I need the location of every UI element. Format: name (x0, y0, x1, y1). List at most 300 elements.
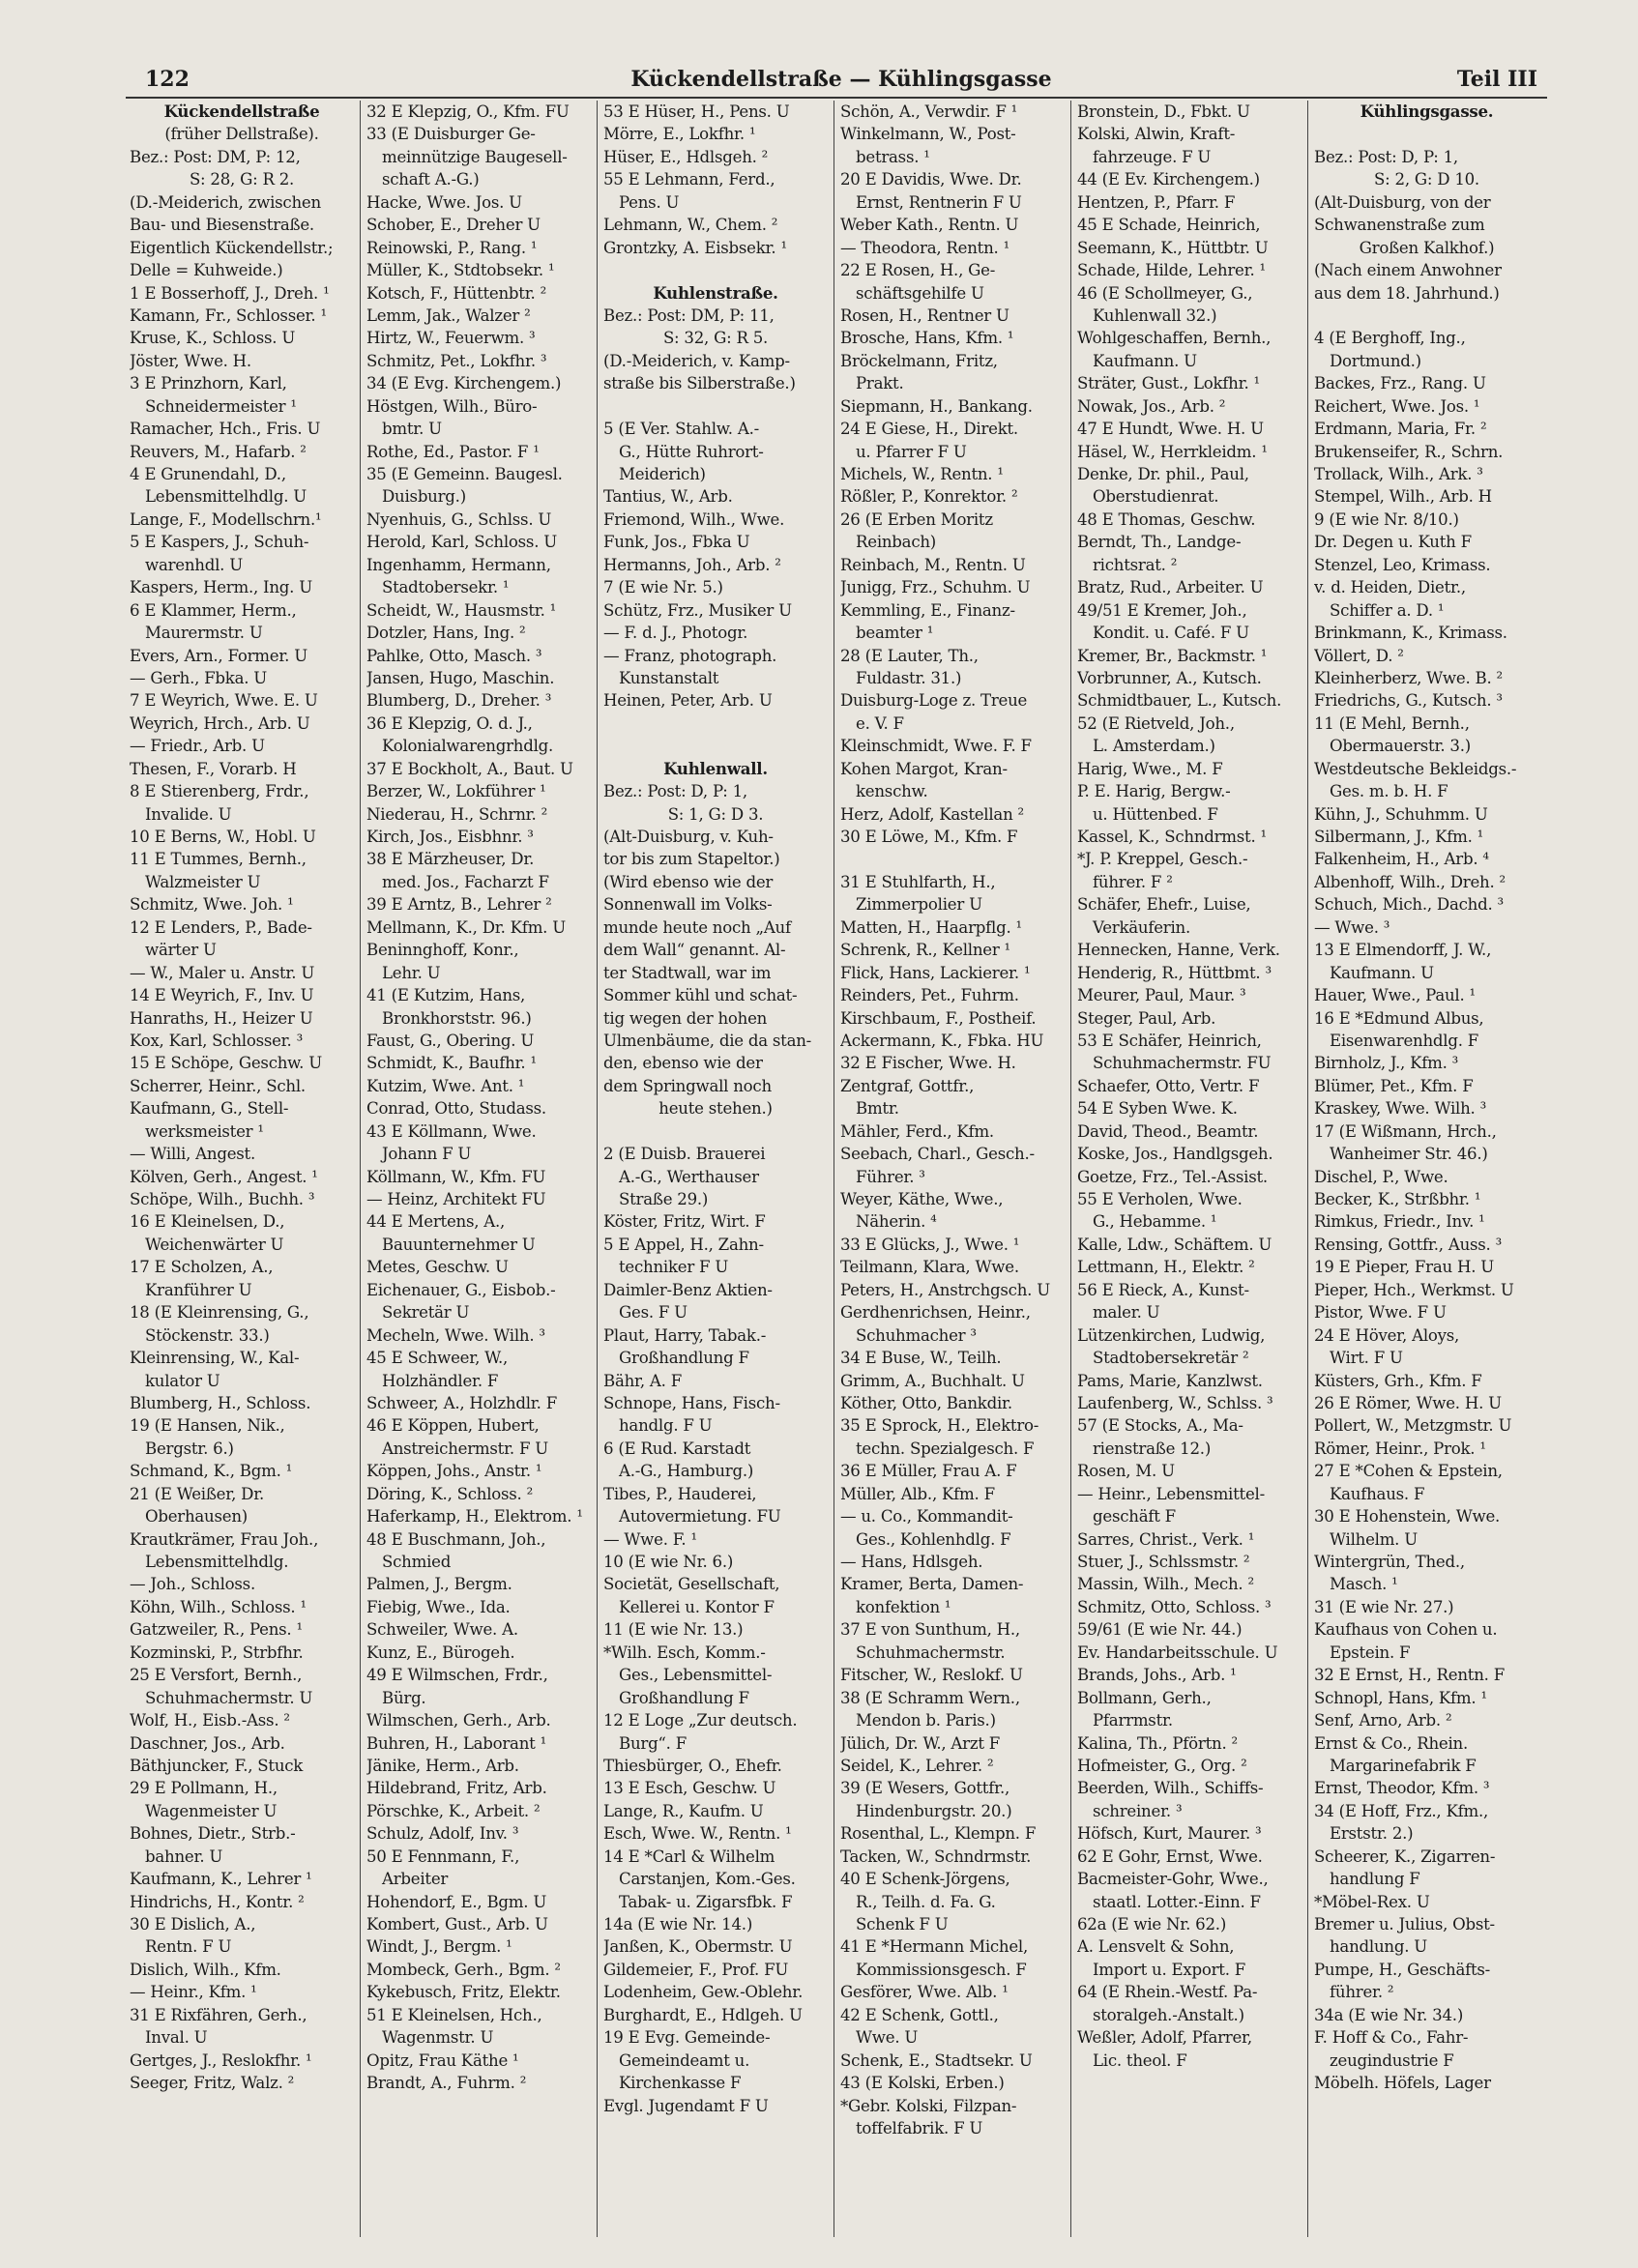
directory-entry-line: Kolski, Alwin, Kraft- (1077, 125, 1236, 144)
directory-entry-line: Weber Kath., Rentn. U (840, 216, 1019, 235)
directory-entry-line: Denke, Dr. phil., Paul, (1077, 465, 1249, 483)
directory-entry-line: Tabak- u. Zigarsfbk. F (619, 1892, 793, 1911)
directory-entry-line: Inval. U (145, 2028, 208, 2048)
directory-entry-line: warenhdl. U (145, 555, 243, 574)
directory-entry-line: Römer, Heinr., Prok. ¹ (1314, 1439, 1486, 1458)
directory-entry-line: 13 E Elmendorff, J. W., (1314, 941, 1492, 960)
directory-entry-line: S: 1, G: D 3. (667, 804, 764, 824)
directory-entry-line: S: 32, G: R 5. (662, 329, 769, 348)
directory-entry-line: Plaut, Harry, Tabak.- (603, 1325, 767, 1345)
directory-entry-line: Reinders, Pet., Fuhrm. (840, 986, 1019, 1005)
directory-entry-line: (D.-Meiderich, v. Kamp- (603, 351, 790, 370)
directory-entry-line: 36 E Müller, Frau A. F (840, 1462, 1017, 1481)
directory-entry-line: kenschw. (856, 782, 928, 801)
directory-entry-line: Rensing, Gottfr., Auss. ³ (1314, 1235, 1502, 1254)
directory-entry-line: Kox, Karl, Schlosser. ³ (130, 1031, 303, 1050)
directory-entry-line: Brosche, Hans, Kfm. ¹ (840, 329, 1014, 348)
directory-entry-line: Rentn. F U (145, 1937, 232, 1957)
directory-entry-line: Kirchenkasse F (619, 2074, 742, 2093)
directory-entry-line: Fuldastr. 31.) (856, 668, 962, 687)
directory-entry-line: 28 (E Lauter, Th., (840, 646, 979, 665)
directory-entry-line: 64 (E Rhein.-Westf. Pa- (1077, 1983, 1258, 2002)
directory-entry-line: Kühn, J., Schuhmm. U (1314, 804, 1488, 824)
directory-entry-line: — F. d. J., Photogr. (603, 624, 748, 643)
directory-entry-line: 41 E *Hermann Michel, (840, 1937, 1029, 1957)
directory-entry-line: ter Stadtwall, war im (603, 963, 772, 982)
directory-entry-line: 53 E Schäfer, Heinrich, (1077, 1031, 1262, 1050)
directory-entry-line: 49 E Wilmschen, Frdr., (366, 1666, 548, 1685)
directory-entry-line: Schrenk, R., Kellner ¹ (840, 941, 1010, 960)
directory-entry-line: Bez.: Post: D, P: 1, (603, 782, 747, 801)
directory-entry-line: Teilmann, Klara, Wwe. (840, 1258, 1019, 1277)
directory-entry-line: Pfarrmstr. (1093, 1711, 1173, 1730)
directory-entry-line: *Gebr. Kolski, Filzpan- (840, 2096, 1017, 2115)
directory-entry-line: Beerden, Wilh., Schiffs- (1077, 1779, 1264, 1798)
directory-entry-line: 31 E Rixfähren, Gerh., (130, 2005, 307, 2024)
directory-entry-line: Schnope, Hans, Fisch- (603, 1393, 780, 1412)
directory-entry-line: 53 E Hüser, H., Pens. U (603, 102, 790, 121)
directory-entry-line: Grimm, A., Buchhalt. U (840, 1371, 1025, 1390)
directory-entry-line: 31 (E wie Nr. 27.) (1314, 1597, 1454, 1616)
directory-entry-line: Harig, Wwe., M. F (1077, 759, 1223, 778)
directory-entry-line: 8 E Stierenberg, Frdr., (130, 782, 309, 801)
directory-entry-line: Westdeutsche Bekleidgs.- (1314, 759, 1517, 778)
directory-entry-line: Kemmling, E., Finanz- (840, 600, 1015, 620)
directory-entry-line: Flick, Hans, Lackierer. ¹ (840, 963, 1031, 982)
directory-entry-line: Köllmann, W., Kfm. FU (366, 1167, 546, 1186)
directory-entry-line: Sekretär U (382, 1303, 470, 1323)
directory-entry-line: Ges. m. b. H. F (1330, 782, 1448, 801)
directory-entry-line: — Gerh., Fbka. U (130, 668, 268, 687)
directory-entry-line: Ges. F U (619, 1303, 687, 1323)
directory-entry-line: 57 (E Stocks, A., Ma- (1077, 1416, 1243, 1436)
directory-entry-line: Kotsch, F., Hüttenbtr. ² (366, 283, 547, 303)
directory-entry-line: 37 E von Sunthum, H., (840, 1620, 1020, 1640)
directory-entry-line (603, 712, 828, 735)
directory-entry-line: Friedrichs, G., Kutsch. ³ (1314, 691, 1503, 711)
directory-entry-line: 52 (E Rietveld, Joh., (1077, 713, 1235, 733)
directory-entry-line: Ges., Kohlenhdlg. F (856, 1529, 1011, 1549)
directory-entry-line: Kremer, Br., Backmstr. ¹ (1077, 646, 1268, 665)
street-heading: Kuhlenstraße. (653, 282, 778, 303)
directory-entry-line: Bmtr. (856, 1099, 899, 1119)
directory-entry-line: Kommissionsgesch. F (856, 1960, 1027, 1979)
directory-entry-line: u. Hüttenbed. F (1093, 804, 1218, 824)
directory-entry-line: Hofmeister, G., Org. ² (1077, 1756, 1247, 1775)
directory-entry-line: G., Hebamme. ¹ (1093, 1212, 1217, 1232)
directory-entry-line: Pistor, Wwe. F U (1314, 1303, 1447, 1323)
directory-entry-line: kulator U (145, 1371, 220, 1390)
directory-entry-line: (Wird ebenso wie der (603, 872, 774, 891)
directory-entry-line: 3 E Prinzhorn, Karl, (130, 374, 287, 393)
directory-entry-line: Wwe. U (856, 2028, 919, 2048)
directory-entry-line: 4 E Grunendahl, D., (130, 465, 286, 483)
directory-entry-line: Kaufmann, K., Lehrer ¹ (130, 1870, 312, 1889)
directory-entry-line: 10 (E wie Nr. 6.) (603, 1553, 734, 1571)
directory-entry-line: 48 E Buschmann, Joh., (366, 1529, 546, 1549)
directory-entry-line: Silbermann, J., Kfm. ¹ (1314, 828, 1484, 846)
directory-entry-line: Evgl. Jugendamt F U (603, 2096, 769, 2115)
directory-entry-line: Trollack, Wilh., Ark. ³ (1314, 465, 1483, 483)
directory-entry-line: Jansen, Hugo, Maschin. (366, 668, 555, 687)
street-heading: Kuhlenwall. (663, 758, 768, 778)
directory-entry-line: Kleinschmidt, Wwe. F. F (840, 737, 1032, 756)
directory-entry-line: Reinowski, P., Rang. ¹ (366, 238, 538, 257)
directory-entry-line: Heinen, Peter, Arb. U (603, 691, 773, 711)
page-number: 122 (145, 67, 190, 92)
directory-entry-line: Mombeck, Gerh., Bgm. ² (366, 1960, 561, 1979)
directory-entry-line: 30 E Hohenstein, Wwe. (1314, 1507, 1501, 1527)
directory-entry-line: Buhren, H., Laborant ¹ (366, 1733, 546, 1753)
directory-entry-line: Johann F U (382, 1145, 472, 1164)
directory-entry-line: Wohlgeschaffen, Bernh., (1077, 329, 1272, 348)
directory-entry-line: 33 (E Duisburger Ge- (366, 125, 536, 144)
directory-entry-line: 21 (E Weißer, Dr. (130, 1484, 265, 1503)
directory-entry-line: Michels, W., Rentn. ¹ (840, 465, 1004, 483)
directory-entry-line: 5 (E Ver. Stahlw. A.- (603, 420, 759, 439)
directory-entry-line: tor bis zum Stapeltor.) (603, 850, 780, 869)
directory-entry-line: Peters, H., Anstrchgsch. U (840, 1280, 1050, 1299)
directory-entry-line: Bremer u. Julius, Obst- (1314, 1915, 1495, 1934)
directory-entry-line: Oberstudienrat. (1093, 487, 1219, 507)
directory-entry-line: Bronkhorststr. 96.) (382, 1008, 532, 1028)
directory-entry-line: richtsrat. ² (1093, 555, 1178, 574)
directory-entry-line: Köther, Otto, Bankdir. (840, 1393, 1012, 1412)
directory-entry-line: Schütz, Frz., Musiker U (603, 600, 792, 620)
directory-entry-line: Eigentlich Kückendellstr.; (130, 238, 334, 257)
directory-entry-line: Bauunternehmer U (382, 1235, 536, 1254)
directory-entry-line: Societät, Gesellschaft, (603, 1575, 780, 1594)
directory-entry-line: 48 E Thomas, Geschw. (1077, 509, 1256, 529)
directory-entry-line: 34 (E Evg. Kirchengem.) (366, 374, 562, 393)
directory-entry-line: (Nach einem Anwohner (1314, 261, 1502, 280)
directory-entry-line: staatl. Lotter.-Einn. F (1093, 1892, 1261, 1911)
directory-entry-line: Funk, Jos., Fbka U (603, 533, 750, 552)
directory-entry-line: Wirt. F U (1330, 1349, 1403, 1368)
directory-entry-line: Gertges, J., Reslokfhr. ¹ (130, 2050, 312, 2070)
directory-entry-line: Weichenwärter U (145, 1235, 284, 1254)
directory-entry-line: Kondit. u. Café. F U (1093, 624, 1249, 643)
directory-entry-line: Kaufhaus. F (1330, 1484, 1425, 1503)
directory-entry-line: S: 28, G: R 2. (189, 170, 295, 189)
directory-entry-line: 31 E Stuhlfarth, H., (840, 872, 996, 891)
directory-entry-line: Kruse, K., Schloss. U (130, 329, 296, 348)
directory-entry-line: 46 E Köppen, Hubert, (366, 1416, 540, 1436)
directory-entry-line: 24 E Giese, H., Direkt. (840, 420, 1018, 439)
directory-entry-line: Obermauerstr. 3.) (1330, 737, 1471, 756)
directory-entry-line: Bez.: Post: D, P: 1, (1314, 147, 1458, 166)
directory-entry-line: Arbeiter (382, 1870, 449, 1889)
directory-entry-line: — Wwe. F. ¹ (603, 1529, 697, 1549)
directory-entry-line: 59/61 (E wie Nr. 44.) (1077, 1620, 1243, 1640)
directory-entry-line: Köhn, Wilh., Schloss. ¹ (130, 1597, 307, 1616)
directory-entry-line: 19 (E Hansen, Nik., (130, 1416, 285, 1436)
header-rule (126, 97, 1547, 99)
directory-entry-line: Evers, Arn., Former. U (130, 646, 307, 665)
directory-entry-line: Straße 29.) (619, 1190, 709, 1208)
directory-entry-line: — Wwe. ³ (1314, 917, 1390, 937)
directory-entry-line: Grontzky, A. Eisbsekr. ¹ (603, 238, 787, 257)
directory-entry-line: Bohnes, Dietr., Strb.- (130, 1824, 296, 1844)
directory-entry-line: — Hans, Hdlsgeh. (840, 1553, 983, 1571)
directory-entry-line: bmtr. U (382, 420, 442, 439)
directory-entry-line: Invalide. U (145, 804, 232, 824)
directory-entry-line: Reichert, Wwe. Jos. ¹ (1314, 396, 1480, 416)
directory-entry-line: Schmitz, Wwe. Joh. ¹ (130, 895, 294, 915)
directory-entry-line: Lemm, Jak., Walzer ² (366, 305, 531, 325)
directory-entry-line: 30 E Dislich, A., (130, 1915, 256, 1934)
directory-entry-line: Weyer, Käthe, Wwe., (840, 1190, 1004, 1208)
directory-entry-line: Niederau, H., Schrnr. ² (366, 804, 547, 824)
directory-entry-line: 19 E Evg. Gemeinde- (603, 2028, 771, 2048)
directory-column-5 (1071, 101, 1308, 2237)
directory-entry-line: Esch, Wwe. W., Rentn. ¹ (603, 1824, 792, 1844)
directory-entry-line: Janßen, K., Obermstr. U (603, 1937, 793, 1957)
directory-entry-line: 36 E Klepzig, O. d. J., (366, 713, 533, 733)
directory-column-1 (124, 101, 361, 2237)
directory-entry-line: Rimkus, Friedr., Inv. ¹ (1314, 1212, 1485, 1232)
directory-entry-line: 10 E Berns, W., Hobl. U (130, 828, 316, 846)
directory-entry-line: Duisburg-Loge z. Treue (840, 691, 1028, 711)
directory-entry-line: bahner. U (145, 1846, 223, 1866)
directory-entry-line: Pahlke, Otto, Masch. ³ (366, 646, 542, 665)
directory-entry-line: Hauer, Wwe., Paul. ¹ (1314, 986, 1476, 1005)
directory-entry-line: Kunstanstalt (619, 668, 719, 687)
directory-entry-line: Lodenheim, Gew.-Oblehr. (603, 1983, 804, 2002)
directory-entry-line: 44 (E Ev. Kirchengem.) (1077, 170, 1260, 189)
directory-entry-line: Margarinefabrik F (1330, 1756, 1477, 1775)
directory-entry-line: 38 (E Schramm Wern., (840, 1688, 1020, 1707)
directory-entry-line: Großhandlung F (619, 1688, 749, 1707)
directory-entry-line: Schenk, E., Stadtsekr. U (840, 2050, 1033, 2070)
directory-entry-line: med. Jos., Facharzt F (382, 872, 549, 891)
directory-entry-line: Pams, Marie, Kanzlwst. (1077, 1371, 1263, 1390)
directory-entry-line: Daschner, Jos., Arb. (130, 1733, 285, 1753)
directory-entry-line: Kunz, E., Bürogeh. (366, 1643, 515, 1662)
directory-entry-line: Rosen, H., Rentner U (840, 305, 1009, 325)
directory-entry-line: Erdmann, Maria, Fr. ² (1314, 420, 1487, 439)
directory-entry-line: Ernst, Theodor, Kfm. ³ (1314, 1779, 1490, 1798)
directory-entry-line: Führer. ³ (856, 1167, 925, 1186)
directory-entry-line: Müller, Alb., Kfm. F (840, 1484, 995, 1503)
directory-entry-line: 45 E Schweer, W., (366, 1349, 509, 1368)
directory-entry-line: Schöpe, Wilh., Buchh. ³ (130, 1190, 315, 1208)
directory-entry-line: Dr. Degen u. Kuth F (1314, 533, 1472, 552)
directory-entry-line: Hüser, E., Hdlsgeh. ² (603, 147, 769, 166)
directory-entry-line: Ulmenbäume, die da stan- (603, 1031, 812, 1050)
directory-entry-line: Stempel, Wilh., Arb. H (1314, 487, 1492, 507)
directory-entry-line: Wagenmeister U (145, 1801, 278, 1820)
directory-entry-line: heute stehen.) (658, 1099, 773, 1119)
directory-entry-line: 26 E Römer, Wwe. H. U (1314, 1393, 1502, 1412)
directory-entry-line: Sarres, Christ., Verk. ¹ (1077, 1529, 1255, 1549)
directory-entry-line: 1 E Bosserhoff, J., Dreh. ¹ (130, 283, 330, 303)
directory-entry-line: Kolonialwarengrhdlg. (382, 737, 554, 756)
directory-entry-line: Tibes, P., Hauderei, (603, 1484, 757, 1503)
directory-entry-line: — Willi, Angest. (130, 1145, 255, 1164)
directory-entry-line: Anstreichermstr. F U (382, 1439, 548, 1458)
directory-entry-line: Sommer kühl und schat- (603, 986, 798, 1005)
directory-entry-line: Wintergrün, Thed., (1314, 1553, 1465, 1571)
directory-entry-line (603, 735, 828, 757)
directory-entry-line: Wagenmstr. U (382, 2028, 494, 2048)
directory-entry-line: S: 2, G: D 10. (1374, 170, 1479, 189)
directory-entry-line: fahrzeuge. F U (1093, 147, 1212, 166)
directory-entry-line: — Franz, photograph. (603, 646, 777, 665)
directory-entry-line: Maurermstr. U (145, 624, 263, 643)
directory-entry-line: Kramer, Berta, Damen- (840, 1575, 1024, 1594)
directory-entry-line: schäftsgehilfe U (856, 283, 984, 303)
directory-entry-line: Kombert, Gust., Arb. U (366, 1915, 548, 1934)
directory-entry-line: Brinkmann, K., Krimass. (1314, 624, 1507, 643)
directory-entry-line: 41 (E Kutzim, Hans, (366, 986, 526, 1005)
directory-entry-line: Schiffer a. D. ¹ (1330, 600, 1445, 620)
directory-entry-line: 14 E Weyrich, F., Inv. U (130, 986, 314, 1005)
directory-entry-line: Schmied (382, 1553, 452, 1571)
directory-entry-line: Blumberg, D., Dreher. ³ (366, 691, 552, 711)
directory-entry-line: schaft A.-G.) (382, 170, 480, 189)
directory-entry-line: Senf, Arno, Arb. ² (1314, 1711, 1452, 1730)
directory-entry-line: Brands, Johs., Arb. ¹ (1077, 1666, 1237, 1685)
directory-entry-line: führer. F ² (1093, 872, 1173, 891)
directory-entry-line: 35 E Sprock, H., Elektro- (840, 1416, 1039, 1436)
directory-entry-line: Burg“. F (619, 1733, 687, 1753)
directory-entry-line: Hildebrand, Fritz, Arb. (366, 1779, 547, 1798)
directory-entry-line: Bez.: Post: DM, P: 11, (603, 305, 775, 325)
directory-entry-line: Fitscher, W., Reslokf. U (840, 1666, 1023, 1685)
directory-entry-line: Dotzler, Hans, Ing. ² (366, 624, 526, 643)
directory-entry-line: 16 E *Edmund Albus, (1314, 1008, 1484, 1028)
directory-entry-line: 33 E Glücks, J., Wwe. ¹ (840, 1235, 1020, 1254)
directory-entry-line: — Heinr., Lebensmittel- (1077, 1484, 1265, 1503)
directory-entry-line: Kleinrensing, W., Kal- (130, 1349, 300, 1368)
directory-entry-line: Kozminski, P., Strbfhr. (130, 1643, 304, 1662)
directory-entry-line: 39 (E Wesers, Gottfr., (840, 1779, 1009, 1798)
directory-entry-line: Ernst, Rentnerin F U (856, 192, 1022, 212)
directory-entry-line: Haferkamp, H., Elektrom. ¹ (366, 1507, 583, 1527)
directory-entry-line: Kranführer U (145, 1280, 252, 1299)
directory-entry-line: techniker F U (619, 1258, 729, 1277)
directory-entry-line: Reinbach, M., Rentn. U (840, 555, 1026, 574)
directory-entry-line: Wanheimer Str. 46.) (1330, 1145, 1488, 1164)
directory-entry-line: schreiner. ³ (1093, 1801, 1183, 1820)
directory-entry-line: Blümer, Pet., Kfm. F (1314, 1076, 1474, 1095)
directory-entry-line: 30 E Löwe, M., Kfm. F (840, 828, 1018, 846)
directory-entry-line: Massin, Wilh., Mech. ² (1077, 1575, 1254, 1594)
directory-entry-line: Steger, Paul, Arb. (1077, 1008, 1216, 1028)
directory-entry-line: *Möbel-Rex. U (1314, 1892, 1430, 1911)
page-header (145, 62, 1537, 97)
directory-entry-line: Ernst & Co., Rhein. (1314, 1733, 1468, 1753)
directory-entry-line: 7 (E wie Nr. 5.) (603, 578, 723, 597)
directory-entry-line: 42 E Schenk, Gottl., (840, 2005, 999, 2024)
directory-entry-line: Stöckenstr. 33.) (145, 1325, 270, 1345)
directory-entry-line: Rosen, M. U (1077, 1462, 1175, 1481)
directory-entry-line: (früher Dellstraße). (164, 125, 319, 144)
directory-entry-line: Carstanjen, Kom.-Ges. (619, 1870, 796, 1889)
directory-entry-line: Beninnghoff, Konr., (366, 941, 519, 960)
directory-entry-line: Metes, Geschw. U (366, 1258, 509, 1277)
directory-entry-line: Kassel, K., Schndrmst. ¹ (1077, 828, 1267, 846)
directory-entry-line: Wolf, H., Eisb.-Ass. ² (130, 1711, 290, 1730)
directory-entry-line: Großen Kalkhof.) (1359, 238, 1495, 257)
directory-entry-line: 32 E Ernst, H., Rentn. F (1314, 1666, 1505, 1685)
directory-entry-line: 44 E Mertens, A., (366, 1212, 506, 1232)
directory-entry-line: 37 E Bockholt, A., Baut. U (366, 759, 573, 778)
directory-entry-line: Höstgen, Wilh., Büro- (366, 396, 538, 416)
directory-entry-line: Bacmeister-Gohr, Wwe., (1077, 1870, 1269, 1889)
directory-entry-line: Herz, Adolf, Kastellan ² (840, 804, 1024, 824)
directory-entry-line: Prakt. (856, 374, 904, 393)
directory-entry-line: Pumpe, H., Geschäfts- (1314, 1960, 1491, 1979)
directory-entry-line: (D.-Meiderich, zwischen (130, 192, 321, 212)
directory-entry-line: Eisenwarenhdlg. F (1330, 1031, 1479, 1050)
directory-entry-line: Kuhlenwall 32.) (1093, 305, 1217, 325)
directory-entry-line: Masch. ¹ (1330, 1575, 1398, 1594)
directory-entry-line: e. V. F (856, 713, 904, 733)
directory-entry-line: — Heinz, Architekt FU (366, 1190, 546, 1208)
directory-entry-line: Krautkrämer, Frau Joh., (130, 1529, 319, 1549)
directory-entry-line: L. Amsterdam.) (1093, 737, 1215, 756)
directory-entry-line: A. Lensvelt & Sohn, (1077, 1937, 1235, 1957)
directory-entry-line: 12 E Lenders, P., Bade- (130, 917, 312, 937)
directory-column-3 (598, 101, 834, 2237)
directory-entry-line: P. E. Harig, Bergw.- (1077, 782, 1231, 801)
directory-entry-line: Jöster, Wwe. H. (130, 351, 251, 370)
directory-entry-line: Oberhausen) (145, 1507, 248, 1527)
directory-entry-line: Weyrich, Hrch., Arb. U (130, 713, 310, 733)
directory-entry-line: Autovermietung. FU (619, 1507, 781, 1527)
directory-entry-line: Bronstein, D., Fbkt. U (1077, 102, 1250, 121)
directory-entry-line: — u. Co., Kommandit- (840, 1507, 1013, 1527)
directory-entry-line: Kaufmann. U (1093, 351, 1197, 370)
directory-entry-line: 6 E Klammer, Herm., (130, 600, 297, 620)
directory-entry-line: Backes, Frz., Rang. U (1314, 374, 1486, 393)
directory-entry-line: rienstraße 12.) (1093, 1439, 1212, 1458)
directory-entry-line: Näherin. ⁴ (856, 1212, 937, 1232)
directory-entry-line: Schmidt, K., Baufhr. ¹ (366, 1054, 537, 1073)
directory-entry-line: 26 (E Erben Moritz (840, 509, 993, 529)
directory-entry-line: 14a (E wie Nr. 14.) (603, 1915, 753, 1934)
directory-entry-line: Lettmann, H., Elektr. ² (1077, 1258, 1255, 1277)
directory-entry-line: Stenzel, Leo, Krimass. (1314, 555, 1491, 574)
directory-entry-line: geschäft F (1093, 1507, 1176, 1527)
directory-entry-line (840, 848, 1065, 870)
directory-entry-line: Wilhelm. U (1330, 1529, 1418, 1549)
directory-entry-line: Mecheln, Wwe. Wilh. ³ (366, 1325, 545, 1345)
directory-entry-line: Siepmann, H., Bankang. (840, 396, 1033, 416)
directory-entry-line: 62 E Gohr, Ernst, Wwe. (1077, 1846, 1263, 1866)
directory-entry-line: Schneidermeister ¹ (145, 396, 297, 416)
directory-entry-line: Sträter, Gust., Lokfhr. ¹ (1077, 374, 1260, 393)
directory-entry-line: Kellerei u. Kontor F (619, 1597, 775, 1616)
directory-entry-line: Gerdhenrichsen, Heinr., (840, 1303, 1031, 1323)
directory-entry-line: Schweer, A., Holzhdlr. F (366, 1393, 557, 1412)
directory-entry-line: R., Teilh. d. Fa. G. (856, 1892, 996, 1911)
directory-entry-line: Daimler-Benz Aktien- (603, 1280, 773, 1299)
directory-entry-line: Bollmann, Gerh., (1077, 1688, 1212, 1707)
directory-entry-line: Brukenseifer, R., Schrn. (1314, 442, 1504, 461)
directory-entry-line: Ackermann, K., Fbka. HU (840, 1031, 1044, 1050)
directory-entry-line: Walzmeister U (145, 872, 261, 891)
directory-entry-line: techn. Spezialgesch. F (856, 1439, 1035, 1458)
directory-entry-line: Conrad, Otto, Studass. (366, 1099, 546, 1119)
directory-entry-line: Lehr. U (382, 963, 441, 982)
directory-entry-line: Lebensmittelhdlg. U (145, 487, 307, 507)
directory-entry-line: Hentzen, P., Pfarr. F (1077, 192, 1236, 212)
directory-entry-line: munde heute noch „Auf (603, 917, 791, 937)
directory-entry-line: 5 E Kaspers, J., Schuh- (130, 533, 309, 552)
